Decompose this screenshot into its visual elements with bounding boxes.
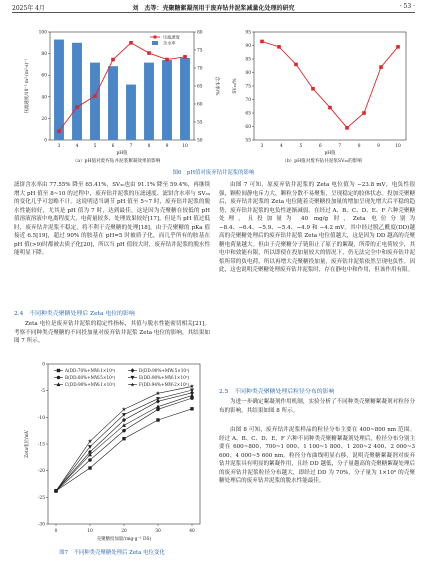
y-tick-label: 95 — [245, 30, 251, 36]
x-tick-label: 3 — [57, 144, 61, 149]
legend-label: C(DD:90%+MW:1×10⁵) — [65, 382, 116, 387]
issue-date: 2025年 4月 — [12, 5, 45, 12]
x-tick-label: 5 — [299, 144, 303, 149]
y-tick-label: 85 — [245, 57, 251, 63]
y-tick-label: 40 — [41, 95, 47, 101]
right-paragraph-3: 由图 8 可知，废弃钻井泥浆样品的粒径分布主要在 400~800 nm 范围。经过 A、B、C、D、E、F 六种不同种类壳聚糖絮凝剂处理后，粒径分布分别主要在 600~800、700~1 000、1 100~1 800、1 200~2 400、2 000~3 600、4 000~5 600 nm。粒径分布曲线明显右移，说明壳聚糖絮凝剂对废弃钻井泥浆具有明显的絮凝作用，且经 DD 越低，分子量越高的壳聚糖絮凝处理后的废弃钻井泥浆粒径分布越大，即经过 DD 为 70%，分子量为 1×10⁶ 的壳聚糖处理后的废弃钻井泥浆的脱水性能最佳。 — [219, 427, 415, 485]
y-tick-label: -10 — [37, 415, 45, 421]
section-2-5-heading: 2.5 不同种类壳聚糖处理后粒径分布的影响 — [219, 389, 335, 395]
x-tick-label: 10 — [87, 529, 93, 534]
y-tick-label: -30 — [37, 522, 45, 528]
data-point — [190, 407, 193, 410]
filtration-speed-point — [75, 105, 79, 109]
water-content-bar — [108, 66, 118, 140]
x-tick-label: 9 — [165, 144, 169, 149]
y2-tick-label: 50 — [197, 138, 203, 144]
y2-tick-label: 75 — [197, 48, 203, 54]
x-tick-label: 4 — [280, 144, 283, 149]
x-axis-label: pH值 — [116, 151, 128, 156]
running-header — [0, 0, 427, 14]
y-tick-label: 75 — [245, 84, 251, 90]
x-tick-label: 0 — [54, 529, 58, 534]
figure-6a-caption: （a）pH值对废弃钻井泥浆絮凝效果的影响 — [72, 159, 161, 164]
y2-tick-label: 70 — [197, 66, 203, 72]
legend-label: D(DD:90%+MW:5×10⁵) — [139, 368, 190, 373]
y-tick-label: 65 — [245, 111, 251, 117]
y-axis-label: SV₃₀/% — [233, 78, 238, 94]
y-tick-label: 0 — [42, 362, 45, 368]
y-tick-label: -20 — [37, 469, 45, 475]
data-point: ★ — [155, 391, 161, 398]
left-paragraph-1: 滤饼含水率由 77.55% 降至 65.41%，SV₃₀也由 91.1% 降至 59.4%，再继续增大 pH 值至 8~10 的过程中，废弃钻井泥浆的压滤速度、滤饼含水率与 SV₃₀ 的变化几乎可忽略不计。这说明适当调节 pH 值至 5~7 时，废弃钻井泥浆的脱水性能较好，尤其是 pH 值为 7 时，达到最佳。这是因为壳聚糖在较低的 pH 值溶液溶液中电离程度大，电荷量较多，处理效果较好[17]，但是当 pH 值过低时，废弃钻井泥浆不稳定，将不利于壳聚糖的处理[18]。由于壳聚糖的 pKa 值接近 6.5[19]，超过 90% 的胺基在 pH=5 时被质子化，而几乎所有的胺基在 pH 值(>9)时都被去质子化[20]，所以当 pH 值较大时，废弃钻井泥浆的脱水性能明显下降。 — [14, 182, 210, 257]
y-tick-label: 55 — [245, 138, 251, 144]
figure-6b-svg — [224, 24, 414, 156]
filtration-speed-point — [165, 58, 169, 62]
figure-6a-chart — [14, 24, 224, 156]
sv30-point — [396, 45, 400, 49]
y-tick-label: 20 — [41, 116, 47, 122]
sv30-point — [260, 40, 264, 44]
y-tick-label: 100 — [38, 30, 47, 36]
legend-bar-swatch — [152, 41, 158, 45]
water-content-bar — [162, 60, 172, 140]
right-paragraph-1: 由图 7 可知，原废弃钻井泥浆的 Zeta 电位值为 −23.8 mV，电负性很强，颗粒间静电斥力大，颗粒分散不易聚集，呈现稳定的胶体状态。投加壳聚糖后，废弃钻井泥浆的 Zeta 电位随着壳聚糖投加量的增加呈现先增大后平稳的趋势，废弃钻井泥浆的电负性逐渐减弱。在经过 A、B、C、D、E、F 六种壳聚糖处理，且投加量为 40 mg/g 时，Zeta 电位分别为 −8.4、−6.4、−5.9、−5.4、−4.9 和 −4.2 mV。其中经过脱乙酰度(DD)越高的壳聚糖处理后的废弃钻井泥浆 Zeta 电位值越大，这是因为 DD 越高的壳聚糖电荷量越大。但由于壳聚糖分子链阻止了原子的絮凝，所带的正电荷较少，其电中和效能有限，所以即使在投加量较大的情况下，仍无法完全中和废弃钻井泥浆所带的负电荷，所以再增大壳聚糖投加量，废弃钻井泥浆依然呈现电负性。因此，这也说明壳聚糖处理废弃钻井泥浆时，存在静电中和作用，但该作用有限。 — [219, 182, 415, 274]
y2-axis-label: 含水率/% — [214, 76, 219, 96]
figure-6b-caption: （b）pH值对废弃钻井泥浆SV₃₀的影响 — [282, 159, 362, 164]
legend-label: B(DD:80%+MW:5×10⁵) — [65, 375, 116, 380]
data-point: ★ — [121, 407, 127, 414]
x-tick-label: 10 — [395, 144, 401, 149]
y2-tick-label: 65 — [197, 84, 203, 90]
data-point — [57, 376, 61, 380]
figure-7-chart — [14, 358, 210, 544]
y-axis-label: 压滤速度/10⁻² m³·(m²·s)⁻¹ — [25, 58, 30, 114]
y-tick-label: 90 — [245, 44, 251, 49]
data-point — [88, 458, 92, 462]
x-tick-label: 8 — [147, 144, 151, 149]
filtration-speed-point — [147, 51, 151, 55]
sv30-point — [345, 126, 349, 130]
water-content-bar — [126, 85, 136, 140]
x-tick-label: 8 — [357, 144, 361, 149]
x-tick-label: 10 — [182, 144, 188, 149]
x-tick-label: 4 — [75, 144, 79, 149]
y-tick-label: 60 — [245, 125, 251, 130]
sv30-point — [311, 87, 315, 91]
filtration-speed-point — [57, 129, 61, 133]
x-tick-label: 6 — [318, 144, 322, 149]
y-tick-label: 80 — [245, 71, 251, 76]
data-point: ★ — [189, 384, 195, 391]
filtration-speed-point — [93, 94, 97, 98]
y-tick-label: 70 — [245, 98, 251, 103]
sv30-point — [328, 106, 332, 110]
water-content-bar — [144, 63, 154, 140]
legend-label: F(DD:94%+MW:2×10⁶) — [139, 382, 189, 387]
water-content-bar — [54, 40, 64, 140]
figure-7-caption: 图7 不同种类壳聚糖处理后 Zeta 电位变化 — [59, 550, 165, 556]
sv30-point — [379, 65, 383, 69]
legend-line-marker — [154, 36, 157, 39]
page-number: · 53 · — [399, 3, 415, 10]
data-point — [156, 397, 160, 401]
data-point: ★ — [130, 382, 135, 389]
right-paragraph-2: 为进一步确定絮凝剂作用机制，实验分析了不同种类壳聚糖絮凝剂对粒径分布的影响，其结果如图 8 所示。 — [219, 399, 415, 414]
data-point — [122, 423, 126, 427]
data-point — [57, 369, 60, 372]
y-tick-label: -15 — [37, 442, 45, 448]
sv30-point — [277, 45, 281, 49]
x-tick-label: 3 — [260, 144, 264, 149]
left-paragraph-2: Zeta 电位是废弃钻井泥浆的稳定性指标，其值与脱水性能密切相关[21]。考察不同种类壳聚糖的不同投加量对废弃钻井泥浆 Zeta 电位的影响，其结果如图 7 所示。 — [14, 321, 210, 345]
section-2-4-heading: 2.4 不同种类壳聚糖处理后 Zeta 电位的影响 — [14, 311, 135, 317]
data-point — [156, 418, 159, 421]
series-line — [56, 390, 192, 491]
x-tick-label: 30 — [155, 529, 161, 534]
legend-label: 压滤速度 — [163, 34, 180, 40]
water-content-bar — [90, 63, 100, 140]
y-tick-label: 0 — [44, 138, 47, 144]
plot-frame — [50, 32, 194, 140]
x-axis-label: pH值 — [324, 151, 336, 156]
y2-tick-label: 60 — [197, 102, 203, 108]
filtration-speed-point — [111, 58, 115, 62]
x-tick-label: 6 — [111, 144, 115, 149]
y-tick-label: 60 — [41, 73, 47, 79]
y-axis-label: Zeta电位/mV — [25, 430, 30, 458]
data-point: ★ — [53, 488, 59, 495]
figure-6b-chart — [224, 24, 414, 156]
plot-frame — [48, 364, 200, 524]
x-tick-label: 40 — [189, 529, 195, 534]
data-point — [122, 437, 125, 440]
legend-label: 含水率 — [163, 40, 176, 46]
data-point — [131, 368, 135, 372]
y2-tick-label: 55 — [197, 120, 203, 126]
data-point — [88, 466, 91, 469]
legend-label: A(DD:70%+MW:1×10⁶) — [65, 368, 116, 373]
x-axis-label: 壳聚糖投加量/(mg·g⁻¹ DS) — [96, 537, 152, 542]
data-point: ★ — [87, 439, 93, 446]
figure-7-svg — [14, 358, 210, 544]
filtration-speed-point — [183, 55, 187, 59]
filtration-speed-point — [129, 41, 133, 45]
sv30-line — [262, 41, 398, 127]
figure-6-caption: 图6 pH值对废弃钻井泥浆的影响 — [172, 170, 255, 176]
plot-frame — [254, 32, 406, 140]
x-tick-label: 7 — [129, 144, 133, 149]
legend-label: E(DD:90%+MW:1×10⁶) — [139, 375, 190, 380]
sv30-point — [294, 63, 298, 67]
figure-6a-svg — [14, 24, 224, 156]
header-rule — [12, 12, 415, 13]
y-tick-label: -5 — [40, 389, 45, 395]
water-content-bar — [180, 58, 190, 140]
y-tick-label: 80 — [41, 52, 47, 58]
y-tick-label: -25 — [37, 495, 45, 501]
x-tick-label: 5 — [93, 144, 97, 149]
x-tick-label: 20 — [121, 529, 127, 534]
x-tick-label: 7 — [338, 144, 342, 149]
sv30-point — [362, 111, 366, 115]
data-point — [122, 429, 126, 433]
running-title: 刘 杰等：壳聚糖絮凝剂用于废弃钻井泥浆减量化处理的研究 — [132, 5, 295, 12]
water-content-bar — [72, 43, 82, 140]
x-tick-label: 9 — [377, 144, 380, 149]
y2-tick-label: 80 — [197, 30, 203, 36]
